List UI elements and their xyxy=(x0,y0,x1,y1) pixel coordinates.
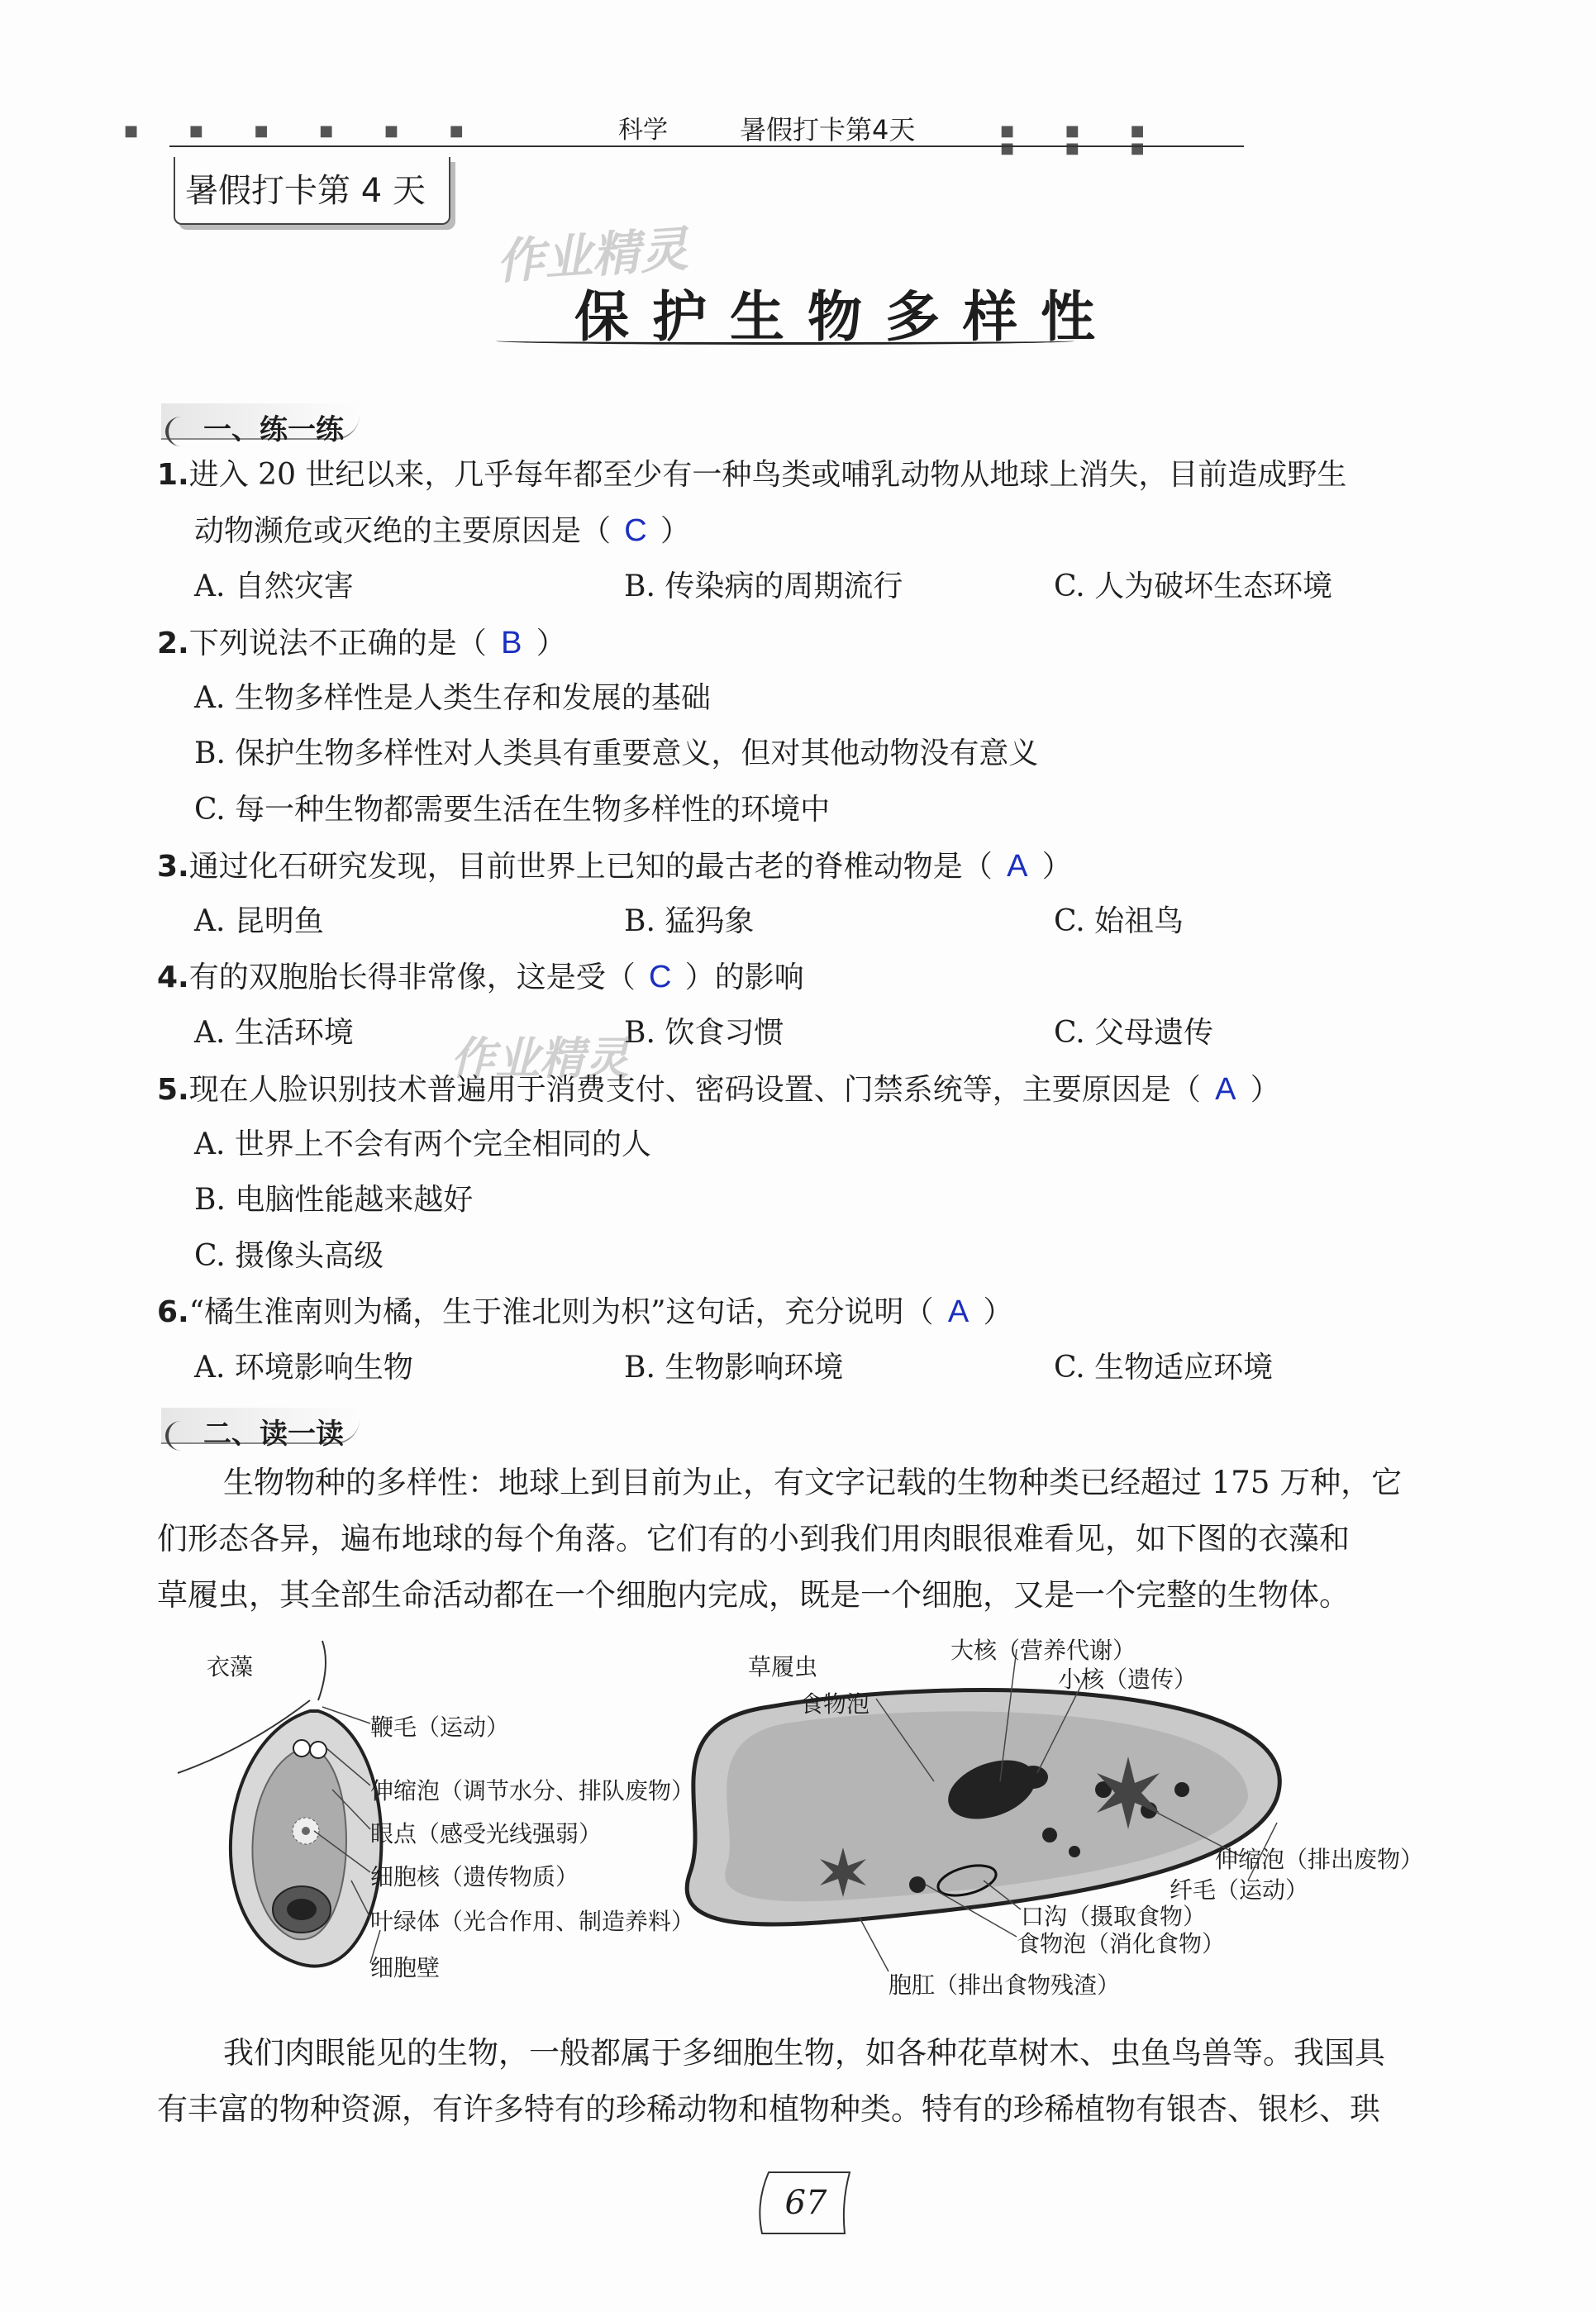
q2-option-c: C. 每一种生物都需要生活在生物多样性的环境中 xyxy=(194,793,831,827)
q4-option-c: C. 父母遗传 xyxy=(1054,1016,1214,1050)
question-close: ）的影响 xyxy=(684,961,804,994)
question-text: “橘生淮南则为橘，生于淮北则为枳”这句话，充分说明（ xyxy=(188,1295,934,1329)
header-dots-left: ■ ■ ■ ■ ■ ■ xyxy=(124,122,487,140)
para2-line2: 有丰富的物种资源，有许多特有的珍稀动物和植物种类。特有的珍稀植物有银杏、银杉、珙 xyxy=(157,2091,1380,2127)
header-rule xyxy=(169,145,1244,147)
question-6 xyxy=(157,1294,1013,1331)
watermark-middle: 作业精灵 xyxy=(450,1032,629,1084)
label-food-vacuole: 食物泡 xyxy=(800,1690,870,1718)
label-chloroplast: 叶绿体（光合作用、制造养料） xyxy=(370,1908,695,1935)
question-text: 现在人脸识别技术普遍用于消费支付、密码设置、门禁系统等，主要原因是（ xyxy=(188,1073,1201,1107)
q6-option-b: B. 生物影响环境 xyxy=(624,1351,844,1385)
label-nucleus: 细胞核（遗传物质） xyxy=(370,1863,579,1890)
q4-option-a: A. 生活环境 xyxy=(194,1016,354,1050)
q1-option-b: B. 传染病的周期流行 xyxy=(624,570,903,603)
day-tag: 暑假打卡第 4 天 xyxy=(174,157,450,225)
q2-option-a: A. 生物多样性是人类生存和发展的基础 xyxy=(194,681,711,715)
question-text: 下列说法不正确的是（ xyxy=(188,627,487,660)
running-header xyxy=(124,106,1232,155)
question-1-line1 xyxy=(157,457,1346,493)
q4-option-b: B. 饮食习惯 xyxy=(624,1016,784,1050)
answer-4: C xyxy=(649,960,672,994)
question-close: ） xyxy=(1041,850,1072,884)
q5-option-a: A. 世界上不会有两个完全相同的人 xyxy=(194,1127,651,1161)
question-number: 5. xyxy=(157,1073,189,1107)
question-number: 1. xyxy=(157,458,189,492)
cell-diagram-figure xyxy=(157,1633,1479,2013)
page-number-text: 67 xyxy=(784,2184,827,2222)
para1-line3: 草履虫，其全部生命活动都在一个细胞内完成，既是一个细胞，又是一个完整的生物体。 xyxy=(157,1577,1350,1613)
label-digestive-food-vacuole: 食物泡（消化食物） xyxy=(1017,1930,1226,1957)
page-number xyxy=(752,2166,860,2240)
section1-heading xyxy=(165,407,344,447)
q5-option-b: B. 电脑性能越来越好 xyxy=(194,1183,474,1217)
section2-heading-text: 二、读一读 xyxy=(203,1418,344,1451)
answer-6: A xyxy=(947,1294,970,1329)
question-number: 3. xyxy=(157,850,189,884)
q1-option-a: A. 自然灾害 xyxy=(194,570,354,603)
question-number: 2. xyxy=(157,627,189,660)
chlamydomonas-drawing xyxy=(178,1641,381,1966)
label-cilia: 纤毛（运动） xyxy=(1170,1876,1309,1904)
label-eyespot: 眼点（感受光线强弱） xyxy=(370,1820,603,1847)
header-subject: 科学 xyxy=(618,116,668,145)
question-close: ） xyxy=(983,1295,1013,1329)
answer-5: A xyxy=(1215,1072,1236,1107)
label-chlamydomonas-title: 衣藻 xyxy=(207,1653,254,1680)
para1-line2: 们形态各异，遍布地球的每个角落。它们有的小到我们用肉眼很难看见，如下图的衣藻和 xyxy=(157,1521,1350,1556)
q5-option-c: C. 摄像头高级 xyxy=(194,1239,384,1273)
question-text: 进入 20 世纪以来，几乎每年都至少有一种鸟类或哺乳动物从地球上消失，目前造成野生 xyxy=(188,458,1347,492)
question-3 xyxy=(157,848,1072,885)
para1-line1: 生物物种的多样性：地球上到目前为止，有文字记载的生物种类已经超过 175 万种，它 xyxy=(223,1465,1403,1500)
section1-heading-text: 一、练一练 xyxy=(203,413,344,446)
label-cell-wall: 细胞壁 xyxy=(370,1954,441,1981)
header-dots-right: ■ ■ ■ ■ ■ ■ xyxy=(1000,122,1168,157)
question-2 xyxy=(157,625,566,662)
question-text: 动物濒危或灭绝的主要原因是（ xyxy=(194,514,612,548)
label-micronucleus: 小核（遗传） xyxy=(1058,1666,1198,1693)
q2-option-b: B. 保护生物多样性对人类具有重要意义，但对其他动物没有意义 xyxy=(194,737,1039,770)
question-text: 有的双胞胎长得非常像，这是受（ xyxy=(188,961,636,994)
question-close: ） xyxy=(660,514,691,548)
question-close: ） xyxy=(1250,1073,1280,1107)
label-anal-pore: 胞肛（排出食物残渣） xyxy=(889,1971,1121,1999)
question-number: 4. xyxy=(157,961,189,994)
question-4 xyxy=(157,959,804,996)
page-title: 保护生物多样性 xyxy=(574,284,1118,349)
bracket-decoration xyxy=(165,1421,197,1451)
bracket-decoration xyxy=(165,417,197,446)
answer-2: B xyxy=(501,626,522,660)
q3-option-b: B. 猛犸象 xyxy=(624,904,755,938)
label-paramecium-contractile-vacuole: 伸缩泡（排出废物） xyxy=(1215,1846,1424,1873)
q3-option-c: C. 始祖鸟 xyxy=(1054,904,1184,938)
q6-option-c: C. 生物适应环境 xyxy=(1054,1351,1274,1385)
label-macronucleus: 大核（营养代谢） xyxy=(950,1637,1136,1664)
q3-option-a: A. 昆明鱼 xyxy=(194,904,324,938)
question-5 xyxy=(157,1071,1280,1108)
question-number: 6. xyxy=(157,1295,189,1329)
label-flagellum: 鞭毛（运动） xyxy=(370,1714,510,1741)
q6-option-a: A. 环境影响生物 xyxy=(194,1351,413,1385)
section2-heading xyxy=(165,1411,344,1452)
header-running-title: 暑假打卡第4天 xyxy=(740,114,916,145)
label-paramecium-title: 草履虫 xyxy=(748,1653,818,1680)
q1-option-c: C. 人为破坏生态环境 xyxy=(1054,570,1333,603)
label-contractile-vacuole: 伸缩泡（调节水分、排队废物） xyxy=(370,1777,695,1804)
label-oral-groove: 口沟（摄取食物） xyxy=(1021,1903,1207,1930)
para2-line1: 我们肉眼能见的生物，一般都属于多细胞生物，如各种花草树木、虫鱼鸟兽等。我国具 xyxy=(223,2035,1385,2071)
question-1-line2 xyxy=(194,512,690,550)
title-underline xyxy=(496,337,1074,345)
question-text: 通过化石研究发现，目前世界上已知的最古老的脊椎动物是（ xyxy=(188,850,993,884)
answer-1: C xyxy=(624,513,647,548)
watermark-top: 作业精灵 xyxy=(494,220,690,290)
question-close: ） xyxy=(536,627,566,660)
answer-3: A xyxy=(1007,849,1028,884)
